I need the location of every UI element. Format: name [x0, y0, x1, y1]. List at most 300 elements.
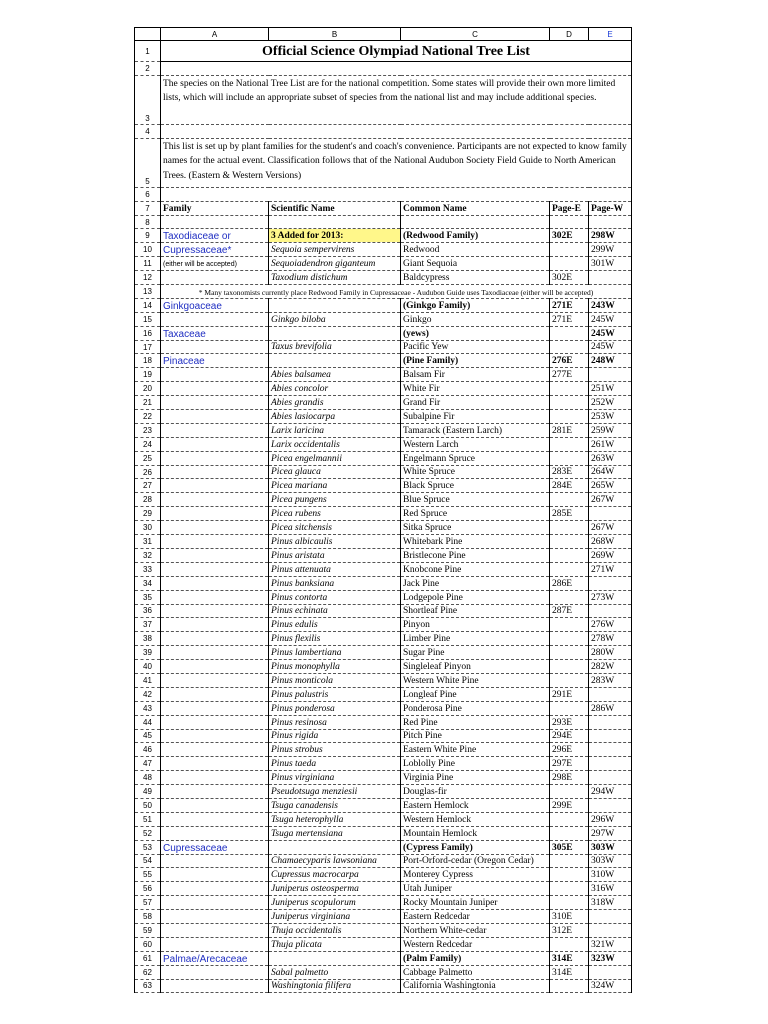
empty-cell[interactable] [269, 215, 401, 229]
scientific-name-cell[interactable]: Picea pungens [269, 493, 401, 507]
row-number[interactable]: 63 [135, 979, 161, 993]
common-name-cell[interactable]: Eastern Redcedar [401, 910, 550, 924]
family-cell[interactable] [161, 660, 269, 674]
page-w-cell[interactable]: 267W [589, 493, 632, 507]
family-cell[interactable] [161, 493, 269, 507]
row-number[interactable]: 58 [135, 910, 161, 924]
page-e-cell[interactable]: 312E [550, 923, 589, 937]
family-cell[interactable] [161, 562, 269, 576]
scientific-name-cell[interactable]: Pinus taeda [269, 757, 401, 771]
row-number[interactable]: 41 [135, 673, 161, 687]
row-number[interactable]: 52 [135, 826, 161, 840]
page-e-cell[interactable]: 297E [550, 757, 589, 771]
common-name-cell[interactable]: Pinyon [401, 618, 550, 632]
page-e-cell[interactable] [550, 979, 589, 993]
page-w-cell[interactable]: 245W [589, 312, 632, 326]
common-name-cell[interactable]: Virginia Pine [401, 771, 550, 785]
scientific-name-cell[interactable]: Picea mariana [269, 479, 401, 493]
column-header-b[interactable]: B [269, 28, 401, 41]
row-number[interactable]: 16 [135, 326, 161, 340]
page-w-cell[interactable]: 297W [589, 826, 632, 840]
scientific-name-cell[interactable]: Pinus lambertiana [269, 646, 401, 660]
page-e-cell[interactable]: 294E [550, 729, 589, 743]
common-name-cell[interactable]: (Ginkgo Family) [401, 298, 550, 312]
row-number[interactable]: 1 [135, 41, 161, 62]
row-number[interactable]: 17 [135, 340, 161, 354]
page-e-cell[interactable] [550, 854, 589, 868]
page-w-cell[interactable] [589, 771, 632, 785]
family-cell[interactable] [161, 673, 269, 687]
scientific-name-cell[interactable]: Abies grandis [269, 396, 401, 410]
common-name-cell[interactable]: Loblolly Pine [401, 757, 550, 771]
page-e-cell[interactable] [550, 451, 589, 465]
common-name-cell[interactable]: Balsam Fir [401, 368, 550, 382]
row-number[interactable]: 2 [135, 62, 161, 76]
scientific-name-cell[interactable]: Pinus attenuata [269, 562, 401, 576]
row-number[interactable]: 50 [135, 798, 161, 812]
page-w-cell[interactable]: 264W [589, 465, 632, 479]
family-cell[interactable] [161, 965, 269, 979]
page-e-cell[interactable] [550, 660, 589, 674]
row-number[interactable]: 3 [135, 75, 161, 124]
header-scientific-name[interactable]: Scientific Name [269, 201, 401, 215]
page-w-cell[interactable]: 276W [589, 618, 632, 632]
common-name-cell[interactable]: Longleaf Pine [401, 687, 550, 701]
scientific-name-cell[interactable]: Picea engelmannii [269, 451, 401, 465]
scientific-name-cell[interactable]: Taxus brevifolia [269, 340, 401, 354]
scientific-name-cell[interactable]: Larix laricina [269, 423, 401, 437]
family-cell[interactable] [161, 729, 269, 743]
page-w-cell[interactable]: 323W [589, 951, 632, 965]
common-name-cell[interactable]: Red Spruce [401, 507, 550, 521]
empty-cell[interactable] [161, 62, 632, 76]
page-e-cell[interactable]: 293E [550, 715, 589, 729]
family-cell[interactable] [161, 715, 269, 729]
page-w-cell[interactable] [589, 729, 632, 743]
row-number[interactable]: 49 [135, 785, 161, 799]
row-number[interactable]: 28 [135, 493, 161, 507]
page-w-cell[interactable]: 303W [589, 854, 632, 868]
page-w-cell[interactable] [589, 368, 632, 382]
row-number[interactable]: 53 [135, 840, 161, 854]
page-e-cell[interactable] [550, 785, 589, 799]
page-e-cell[interactable] [550, 618, 589, 632]
scientific-name-cell[interactable]: Pinus banksiana [269, 576, 401, 590]
family-cell[interactable]: (either will be accepted) [161, 257, 269, 271]
family-cell[interactable] [161, 465, 269, 479]
page-w-cell[interactable]: 282W [589, 660, 632, 674]
family-cell[interactable] [161, 368, 269, 382]
page-e-cell[interactable]: 281E [550, 423, 589, 437]
empty-cell[interactable] [161, 187, 632, 201]
row-number[interactable]: 32 [135, 548, 161, 562]
page-e-cell[interactable] [550, 396, 589, 410]
common-name-cell[interactable]: California Washingtonia [401, 979, 550, 993]
family-cell[interactable] [161, 535, 269, 549]
page-w-cell[interactable] [589, 604, 632, 618]
page-e-cell[interactable] [550, 632, 589, 646]
common-name-cell[interactable]: Baldcypress [401, 271, 550, 285]
family-cell[interactable] [161, 437, 269, 451]
page-w-cell[interactable] [589, 965, 632, 979]
common-name-cell[interactable]: Cabbage Palmetto [401, 965, 550, 979]
common-name-cell[interactable]: Northern White-cedar [401, 923, 550, 937]
scientific-name-cell[interactable]: Pinus virginiana [269, 771, 401, 785]
page-e-cell[interactable] [550, 937, 589, 951]
scientific-name-cell[interactable]: Pinus monophylla [269, 660, 401, 674]
scientific-name-cell[interactable]: Pinus flexilis [269, 632, 401, 646]
family-cell[interactable] [161, 757, 269, 771]
family-cell[interactable] [161, 826, 269, 840]
page-w-cell[interactable]: 283W [589, 673, 632, 687]
common-name-cell[interactable]: Black Spruce [401, 479, 550, 493]
scientific-name-cell[interactable] [269, 840, 401, 854]
page-w-cell[interactable]: 253W [589, 410, 632, 424]
page-e-cell[interactable] [550, 548, 589, 562]
page-w-cell[interactable]: 252W [589, 396, 632, 410]
row-number[interactable]: 4 [135, 124, 161, 138]
page-w-cell[interactable]: 321W [589, 937, 632, 951]
row-number[interactable]: 47 [135, 757, 161, 771]
scientific-name-cell[interactable]: Pinus albicaulis [269, 535, 401, 549]
family-cell[interactable] [161, 771, 269, 785]
column-header-c[interactable]: C [401, 28, 550, 41]
family-cell[interactable] [161, 882, 269, 896]
page-w-cell[interactable] [589, 715, 632, 729]
page-e-cell[interactable]: 291E [550, 687, 589, 701]
scientific-name-cell[interactable]: Tsuga canadensis [269, 798, 401, 812]
row-number[interactable]: 56 [135, 882, 161, 896]
page-w-cell[interactable]: 245W [589, 326, 632, 340]
scientific-name-cell[interactable]: Tsuga mertensiana [269, 826, 401, 840]
family-cell[interactable] [161, 785, 269, 799]
scientific-name-cell[interactable]: Thuja occidentalis [269, 923, 401, 937]
common-name-cell[interactable]: (Pine Family) [401, 354, 550, 368]
family-cell[interactable]: Ginkgoaceae [161, 298, 269, 312]
common-name-cell[interactable]: Monterey Cypress [401, 868, 550, 882]
page-e-cell[interactable] [550, 340, 589, 354]
row-number[interactable]: 15 [135, 312, 161, 326]
common-name-cell[interactable]: Subalpine Fir [401, 410, 550, 424]
page-e-cell[interactable] [550, 410, 589, 424]
common-name-cell[interactable]: Western Hemlock [401, 812, 550, 826]
common-name-cell[interactable]: (Cypress Family) [401, 840, 550, 854]
scientific-name-cell[interactable]: Juniperus virginiana [269, 910, 401, 924]
common-name-cell[interactable]: Ginkgo [401, 312, 550, 326]
corner-cell[interactable] [135, 28, 161, 41]
family-cell[interactable] [161, 618, 269, 632]
page-e-cell[interactable]: 284E [550, 479, 589, 493]
row-number[interactable]: 25 [135, 451, 161, 465]
scientific-name-cell[interactable]: Abies concolor [269, 382, 401, 396]
empty-cell[interactable] [401, 215, 550, 229]
common-name-cell[interactable]: Eastern White Pine [401, 743, 550, 757]
page-w-cell[interactable]: 280W [589, 646, 632, 660]
common-name-cell[interactable]: Utah Juniper [401, 882, 550, 896]
family-cell[interactable] [161, 979, 269, 993]
page-e-cell[interactable] [550, 868, 589, 882]
page-e-cell[interactable]: 271E [550, 312, 589, 326]
row-number[interactable]: 54 [135, 854, 161, 868]
common-name-cell[interactable]: Singleleaf Pinyon [401, 660, 550, 674]
page-w-cell[interactable]: 303W [589, 840, 632, 854]
family-cell[interactable] [161, 896, 269, 910]
row-number[interactable]: 59 [135, 923, 161, 937]
family-cell[interactable] [161, 396, 269, 410]
row-number[interactable]: 14 [135, 298, 161, 312]
scientific-name-cell[interactable]: Sequoiadendron giganteum [269, 257, 401, 271]
row-number[interactable]: 39 [135, 646, 161, 660]
family-cell[interactable]: Cupressaceae [161, 840, 269, 854]
page-e-cell[interactable] [550, 243, 589, 257]
page-w-cell[interactable]: 294W [589, 785, 632, 799]
page-e-cell[interactable] [550, 326, 589, 340]
family-cell[interactable] [161, 701, 269, 715]
row-number[interactable]: 24 [135, 437, 161, 451]
page-e-cell[interactable] [550, 535, 589, 549]
row-number[interactable]: 44 [135, 715, 161, 729]
row-number[interactable]: 20 [135, 382, 161, 396]
family-cell[interactable] [161, 798, 269, 812]
row-number[interactable]: 36 [135, 604, 161, 618]
common-name-cell[interactable]: Pacific Yew [401, 340, 550, 354]
page-e-cell[interactable] [550, 493, 589, 507]
family-cell[interactable] [161, 423, 269, 437]
page-e-cell[interactable]: 302E [550, 271, 589, 285]
common-name-cell[interactable]: Rocky Mountain Juniper [401, 896, 550, 910]
page-e-cell[interactable]: 285E [550, 507, 589, 521]
page-e-cell[interactable]: 286E [550, 576, 589, 590]
page-w-cell[interactable]: 298W [589, 229, 632, 243]
page-e-cell[interactable] [550, 437, 589, 451]
page-w-cell[interactable]: 273W [589, 590, 632, 604]
page-e-cell[interactable] [550, 882, 589, 896]
page-w-cell[interactable] [589, 910, 632, 924]
scientific-name-cell[interactable]: Chamaecyparis lawsoniana [269, 854, 401, 868]
family-cell[interactable]: Palmae/Arecaceae [161, 951, 269, 965]
common-name-cell[interactable]: (Palm Family) [401, 951, 550, 965]
row-number[interactable]: 37 [135, 618, 161, 632]
header-page-e[interactable]: Page-E [550, 201, 589, 215]
family-cell[interactable] [161, 937, 269, 951]
page-e-cell[interactable] [550, 673, 589, 687]
page-e-cell[interactable] [550, 521, 589, 535]
row-number[interactable]: 26 [135, 465, 161, 479]
page-w-cell[interactable]: 265W [589, 479, 632, 493]
page-w-cell[interactable]: 261W [589, 437, 632, 451]
empty-cell[interactable] [550, 215, 589, 229]
family-cell[interactable] [161, 271, 269, 285]
row-number[interactable]: 40 [135, 660, 161, 674]
page-e-cell[interactable]: 283E [550, 465, 589, 479]
common-name-cell[interactable]: Engelmann Spruce [401, 451, 550, 465]
row-number[interactable]: 22 [135, 410, 161, 424]
row-number[interactable]: 13 [135, 285, 161, 299]
page-w-cell[interactable] [589, 576, 632, 590]
empty-cell[interactable] [589, 215, 632, 229]
common-name-cell[interactable]: Tamarack (Eastern Larch) [401, 423, 550, 437]
family-cell[interactable]: Cupressaceae* [161, 243, 269, 257]
common-name-cell[interactable]: Grand Fir [401, 396, 550, 410]
family-cell[interactable]: Pinaceae [161, 354, 269, 368]
row-number[interactable]: 57 [135, 896, 161, 910]
page-w-cell[interactable] [589, 507, 632, 521]
common-name-cell[interactable]: (yews) [401, 326, 550, 340]
row-number[interactable]: 18 [135, 354, 161, 368]
page-w-cell[interactable]: 310W [589, 868, 632, 882]
family-cell[interactable] [161, 590, 269, 604]
row-number[interactable]: 43 [135, 701, 161, 715]
scientific-name-cell[interactable]: 3 Added for 2013: [269, 229, 401, 243]
page-w-cell[interactable]: 243W [589, 298, 632, 312]
page-e-cell[interactable] [550, 646, 589, 660]
family-cell[interactable] [161, 632, 269, 646]
common-name-cell[interactable]: Red Pine [401, 715, 550, 729]
page-e-cell[interactable]: 299E [550, 798, 589, 812]
common-name-cell[interactable]: White Fir [401, 382, 550, 396]
scientific-name-cell[interactable]: Pseudotsuga menziesii [269, 785, 401, 799]
scientific-name-cell[interactable] [269, 354, 401, 368]
row-number[interactable]: 42 [135, 687, 161, 701]
scientific-name-cell[interactable]: Abies balsamea [269, 368, 401, 382]
page-w-cell[interactable]: 248W [589, 354, 632, 368]
row-number[interactable]: 62 [135, 965, 161, 979]
page-w-cell[interactable] [589, 743, 632, 757]
empty-cell[interactable] [161, 124, 632, 138]
row-number[interactable]: 34 [135, 576, 161, 590]
page-w-cell[interactable]: 269W [589, 548, 632, 562]
page-w-cell[interactable]: 271W [589, 562, 632, 576]
scientific-name-cell[interactable]: Pinus monticola [269, 673, 401, 687]
column-header-e[interactable]: E [589, 28, 632, 41]
family-cell[interactable] [161, 743, 269, 757]
page-w-cell[interactable] [589, 923, 632, 937]
page-e-cell[interactable]: 302E [550, 229, 589, 243]
family-cell[interactable]: Taxaceae [161, 326, 269, 340]
common-name-cell[interactable]: Jack Pine [401, 576, 550, 590]
row-number[interactable]: 61 [135, 951, 161, 965]
common-name-cell[interactable]: Giant Sequoia [401, 257, 550, 271]
scientific-name-cell[interactable] [269, 298, 401, 312]
page-w-cell[interactable] [589, 798, 632, 812]
common-name-cell[interactable]: (Redwood Family) [401, 229, 550, 243]
scientific-name-cell[interactable]: Tsuga heterophylla [269, 812, 401, 826]
page-e-cell[interactable]: 277E [550, 368, 589, 382]
row-number[interactable]: 5 [135, 138, 161, 187]
family-cell[interactable] [161, 576, 269, 590]
page-e-cell[interactable]: 298E [550, 771, 589, 785]
scientific-name-cell[interactable]: Thuja plicata [269, 937, 401, 951]
page-w-cell[interactable]: 268W [589, 535, 632, 549]
page-w-cell[interactable]: 301W [589, 257, 632, 271]
family-cell[interactable] [161, 687, 269, 701]
page-e-cell[interactable]: 287E [550, 604, 589, 618]
row-number[interactable]: 10 [135, 243, 161, 257]
row-number[interactable]: 38 [135, 632, 161, 646]
row-number[interactable]: 7 [135, 201, 161, 215]
scientific-name-cell[interactable]: Pinus echinata [269, 604, 401, 618]
scientific-name-cell[interactable]: Pinus palustris [269, 687, 401, 701]
page-w-cell[interactable]: 296W [589, 812, 632, 826]
family-cell[interactable] [161, 410, 269, 424]
page-e-cell[interactable] [550, 826, 589, 840]
scientific-name-cell[interactable]: Pinus edulis [269, 618, 401, 632]
row-number[interactable]: 51 [135, 812, 161, 826]
page-e-cell[interactable]: 271E [550, 298, 589, 312]
row-number[interactable]: 9 [135, 229, 161, 243]
row-number[interactable]: 30 [135, 521, 161, 535]
family-cell[interactable] [161, 312, 269, 326]
page-e-cell[interactable] [550, 562, 589, 576]
page-e-cell[interactable]: 314E [550, 965, 589, 979]
common-name-cell[interactable]: Western Larch [401, 437, 550, 451]
scientific-name-cell[interactable]: Pinus aristata [269, 548, 401, 562]
page-w-cell[interactable]: 267W [589, 521, 632, 535]
page-w-cell[interactable]: 251W [589, 382, 632, 396]
scientific-name-cell[interactable]: Sequoia sempervirens [269, 243, 401, 257]
common-name-cell[interactable]: Knobcone Pine [401, 562, 550, 576]
row-number[interactable]: 48 [135, 771, 161, 785]
row-number[interactable]: 60 [135, 937, 161, 951]
family-cell[interactable]: Taxodiaceae or [161, 229, 269, 243]
page-e-cell[interactable]: 314E [550, 951, 589, 965]
family-cell[interactable] [161, 340, 269, 354]
page-w-cell[interactable]: 318W [589, 896, 632, 910]
header-family[interactable]: Family [161, 201, 269, 215]
scientific-name-cell[interactable]: Larix occidentalis [269, 437, 401, 451]
row-number[interactable]: 8 [135, 215, 161, 229]
row-number[interactable]: 23 [135, 423, 161, 437]
page-w-cell[interactable] [589, 271, 632, 285]
page-e-cell[interactable] [550, 257, 589, 271]
common-name-cell[interactable]: White Spruce [401, 465, 550, 479]
page-w-cell[interactable]: 286W [589, 701, 632, 715]
common-name-cell[interactable]: Western Redcedar [401, 937, 550, 951]
scientific-name-cell[interactable]: Pinus contorta [269, 590, 401, 604]
row-number[interactable]: 11 [135, 257, 161, 271]
scientific-name-cell[interactable]: Pinus strobus [269, 743, 401, 757]
family-cell[interactable] [161, 812, 269, 826]
common-name-cell[interactable]: Lodgepole Pine [401, 590, 550, 604]
page-w-cell[interactable]: 324W [589, 979, 632, 993]
scientific-name-cell[interactable]: Picea glauca [269, 465, 401, 479]
column-header-a[interactable]: A [161, 28, 269, 41]
scientific-name-cell[interactable]: Taxodium distichum [269, 271, 401, 285]
family-cell[interactable] [161, 479, 269, 493]
row-number[interactable]: 27 [135, 479, 161, 493]
row-number[interactable]: 55 [135, 868, 161, 882]
row-number[interactable]: 31 [135, 535, 161, 549]
page-w-cell[interactable]: 263W [589, 451, 632, 465]
family-cell[interactable] [161, 548, 269, 562]
scientific-name-cell[interactable]: Pinus resinosa [269, 715, 401, 729]
scientific-name-cell[interactable]: Washingtonia filifera [269, 979, 401, 993]
page-e-cell[interactable]: 310E [550, 910, 589, 924]
column-header-d[interactable]: D [550, 28, 589, 41]
scientific-name-cell[interactable]: Cupressus macrocarpa [269, 868, 401, 882]
scientific-name-cell[interactable]: Pinus rigida [269, 729, 401, 743]
family-cell[interactable] [161, 910, 269, 924]
family-cell[interactable] [161, 854, 269, 868]
family-cell[interactable] [161, 868, 269, 882]
row-number[interactable]: 45 [135, 729, 161, 743]
common-name-cell[interactable]: Shortleaf Pine [401, 604, 550, 618]
scientific-name-cell[interactable]: Juniperus osteosperma [269, 882, 401, 896]
family-cell[interactable] [161, 521, 269, 535]
scientific-name-cell[interactable]: Picea sitchensis [269, 521, 401, 535]
page-e-cell[interactable] [550, 896, 589, 910]
common-name-cell[interactable]: Limber Pine [401, 632, 550, 646]
